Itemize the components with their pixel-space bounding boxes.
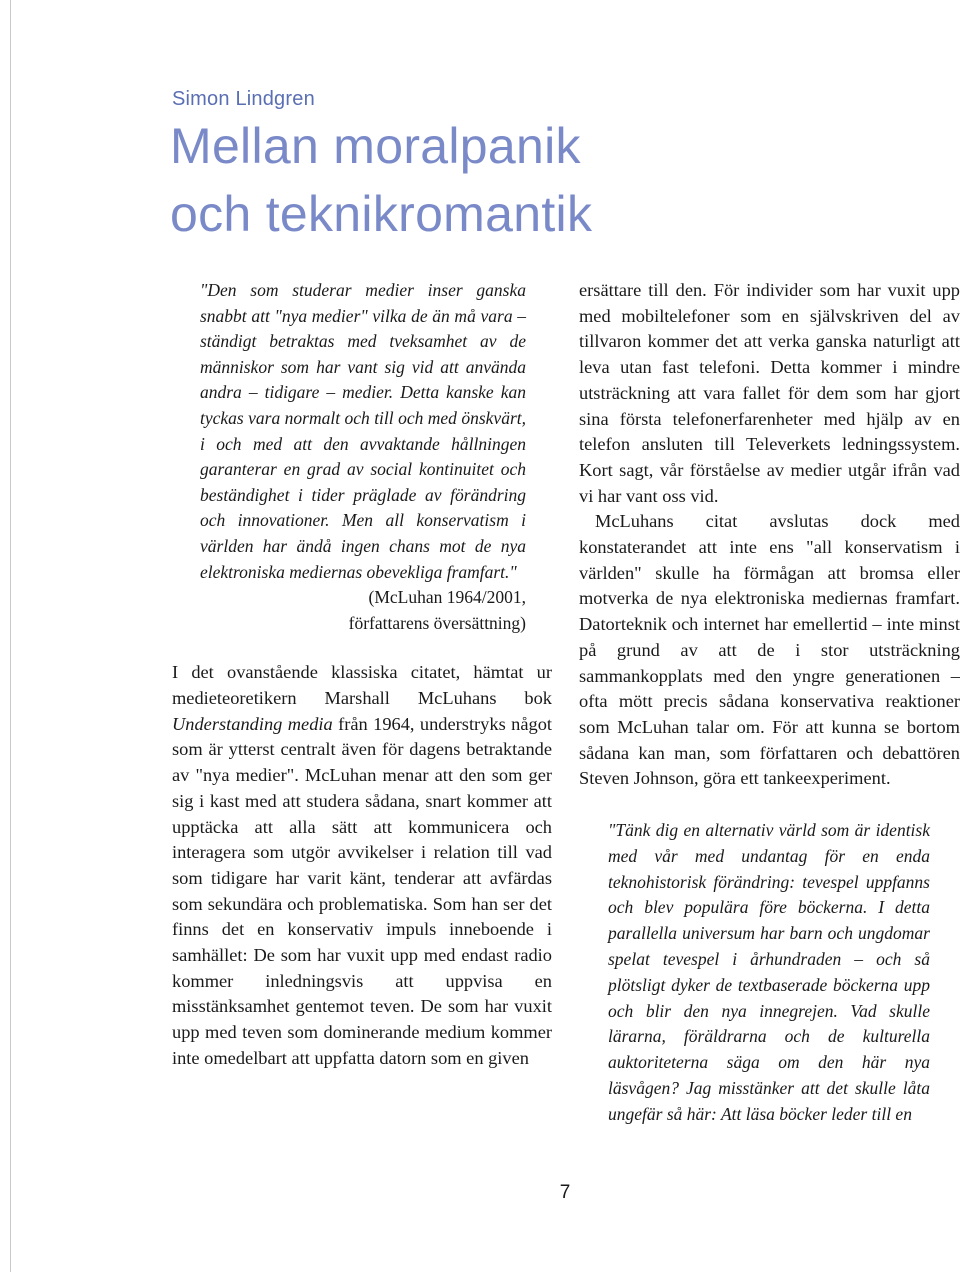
- body-paragraph-right-2: McLuhans citat avslutas dock med konstaterandet att inte ens "all konservatism i världen" skulle ha förmågan att bromsa eller motverka de nya elektroniska mediernas framfart. Datorteknik och internet har emellertid – inte minst på grund av att de i stor utsträckning sammankopplats med den yngre generationen – ofta mött precis sådana konservativa reaktioner som McLuhan talar om. För att kunna se bortom sådana kan man, som författaren och debattören Steven Johnson, göra ett tankeexperiment.: [579, 511, 960, 789]
- title-line-1: Mellan moralpanik: [170, 118, 581, 174]
- section-spacer: [172, 636, 552, 660]
- block-quote: "Tänk dig en alternativ värld som är identisk med vår med undantag för en enda teknohistorisk förändring: tevespel uppfanns och blev populära före böckerna. I detta parallella universum har barn och ungdomar spelat tevespel i århundraden – och så plötsligt dyker de textbaserade böckerna upp och blir den nya innegrejen. Vad skulle lärarna, föräldrarna och de kulturella auktoriteterna säga om den här nya läsvågen? Jag misstänker att det skulle låta ungefär så här: Att läsa böcker leder till en: [608, 820, 930, 1124]
- body-text-part-1: I det ovanstående klassiska citatet, hämtat ur medieteoretikern Marshall McLuhans bok: [172, 662, 552, 709]
- body-text-part-2: från 1964, understryks något som är ytterst centralt även för dagens betraktande av "nya medier". McLuhan menar att den som ger sig i kast med att studera sådana, snart kommer att upptäcka att alla sätt att kommunicera och interagera som utgör avvikelser i relation till vad som tidigare har varit känt, tenderar att avfärdas som sekundära och problematiska. Som han ser det finns det en konservativ impuls inneboende i samhället: De som har vuxit upp med endast radio kommer inledningsvis att uppvisa en misstänksamhet gentemot teven. De som har vuxit upp med teven som dominerande medium kommer inte omedelbart att uppfatta datorn som en given: [172, 713, 552, 1068]
- right-column: [579, 278, 960, 792]
- body-paragraph-right-1: ersättare till den. För individer som har vuxit upp med mobiltelefoner som en självskriven del av tillvaron kommer det att verka ganska naturligt att leva utan fast telefoni. Detta kommer i mindre utsträckning att vara fallet för dem som har gjort sina första telefonerfarenheter med hjälp av en telefon ansluten till Televerkets ledningssystem. Kort sagt, vår förståelse av medier utgår ifrån vad vi har vant oss vid.: [579, 280, 960, 506]
- page-number: 7: [559, 1182, 571, 1203]
- author-name: Simon Lindgren: [172, 88, 315, 110]
- citation-line-1: (McLuhan 1964/2001,: [368, 587, 526, 608]
- epigraph-quote: "Den som studerar medier inser ganska snabbt att "nya medier" vilka de än må vara – ständigt betraktas med tveksamhet av de människor som har vant sig vid att använda andra – tidigare – medier. Detta kanske kan tyckas vara normalt och till och med önskvärt, i och med att den avvaktande hållningen garanterar en grad av social kontinuitet och beständighet i tider präglade av förändring och innovationer. Men all konservatism i världen har ändå ingen chans mot de nya elektroniska mediernas obevekliga framfart.": [200, 280, 526, 582]
- chapter-title: [170, 112, 592, 248]
- book-title: Understanding media: [172, 713, 333, 734]
- left-column: [172, 278, 552, 1072]
- title-line-2: och teknikromantik: [170, 186, 593, 242]
- page-edge-line: [10, 0, 11, 1272]
- epigraph-citation: [200, 585, 526, 636]
- citation-line-2: författarens översättning): [348, 612, 526, 633]
- body-paragraph-left: [172, 660, 552, 1071]
